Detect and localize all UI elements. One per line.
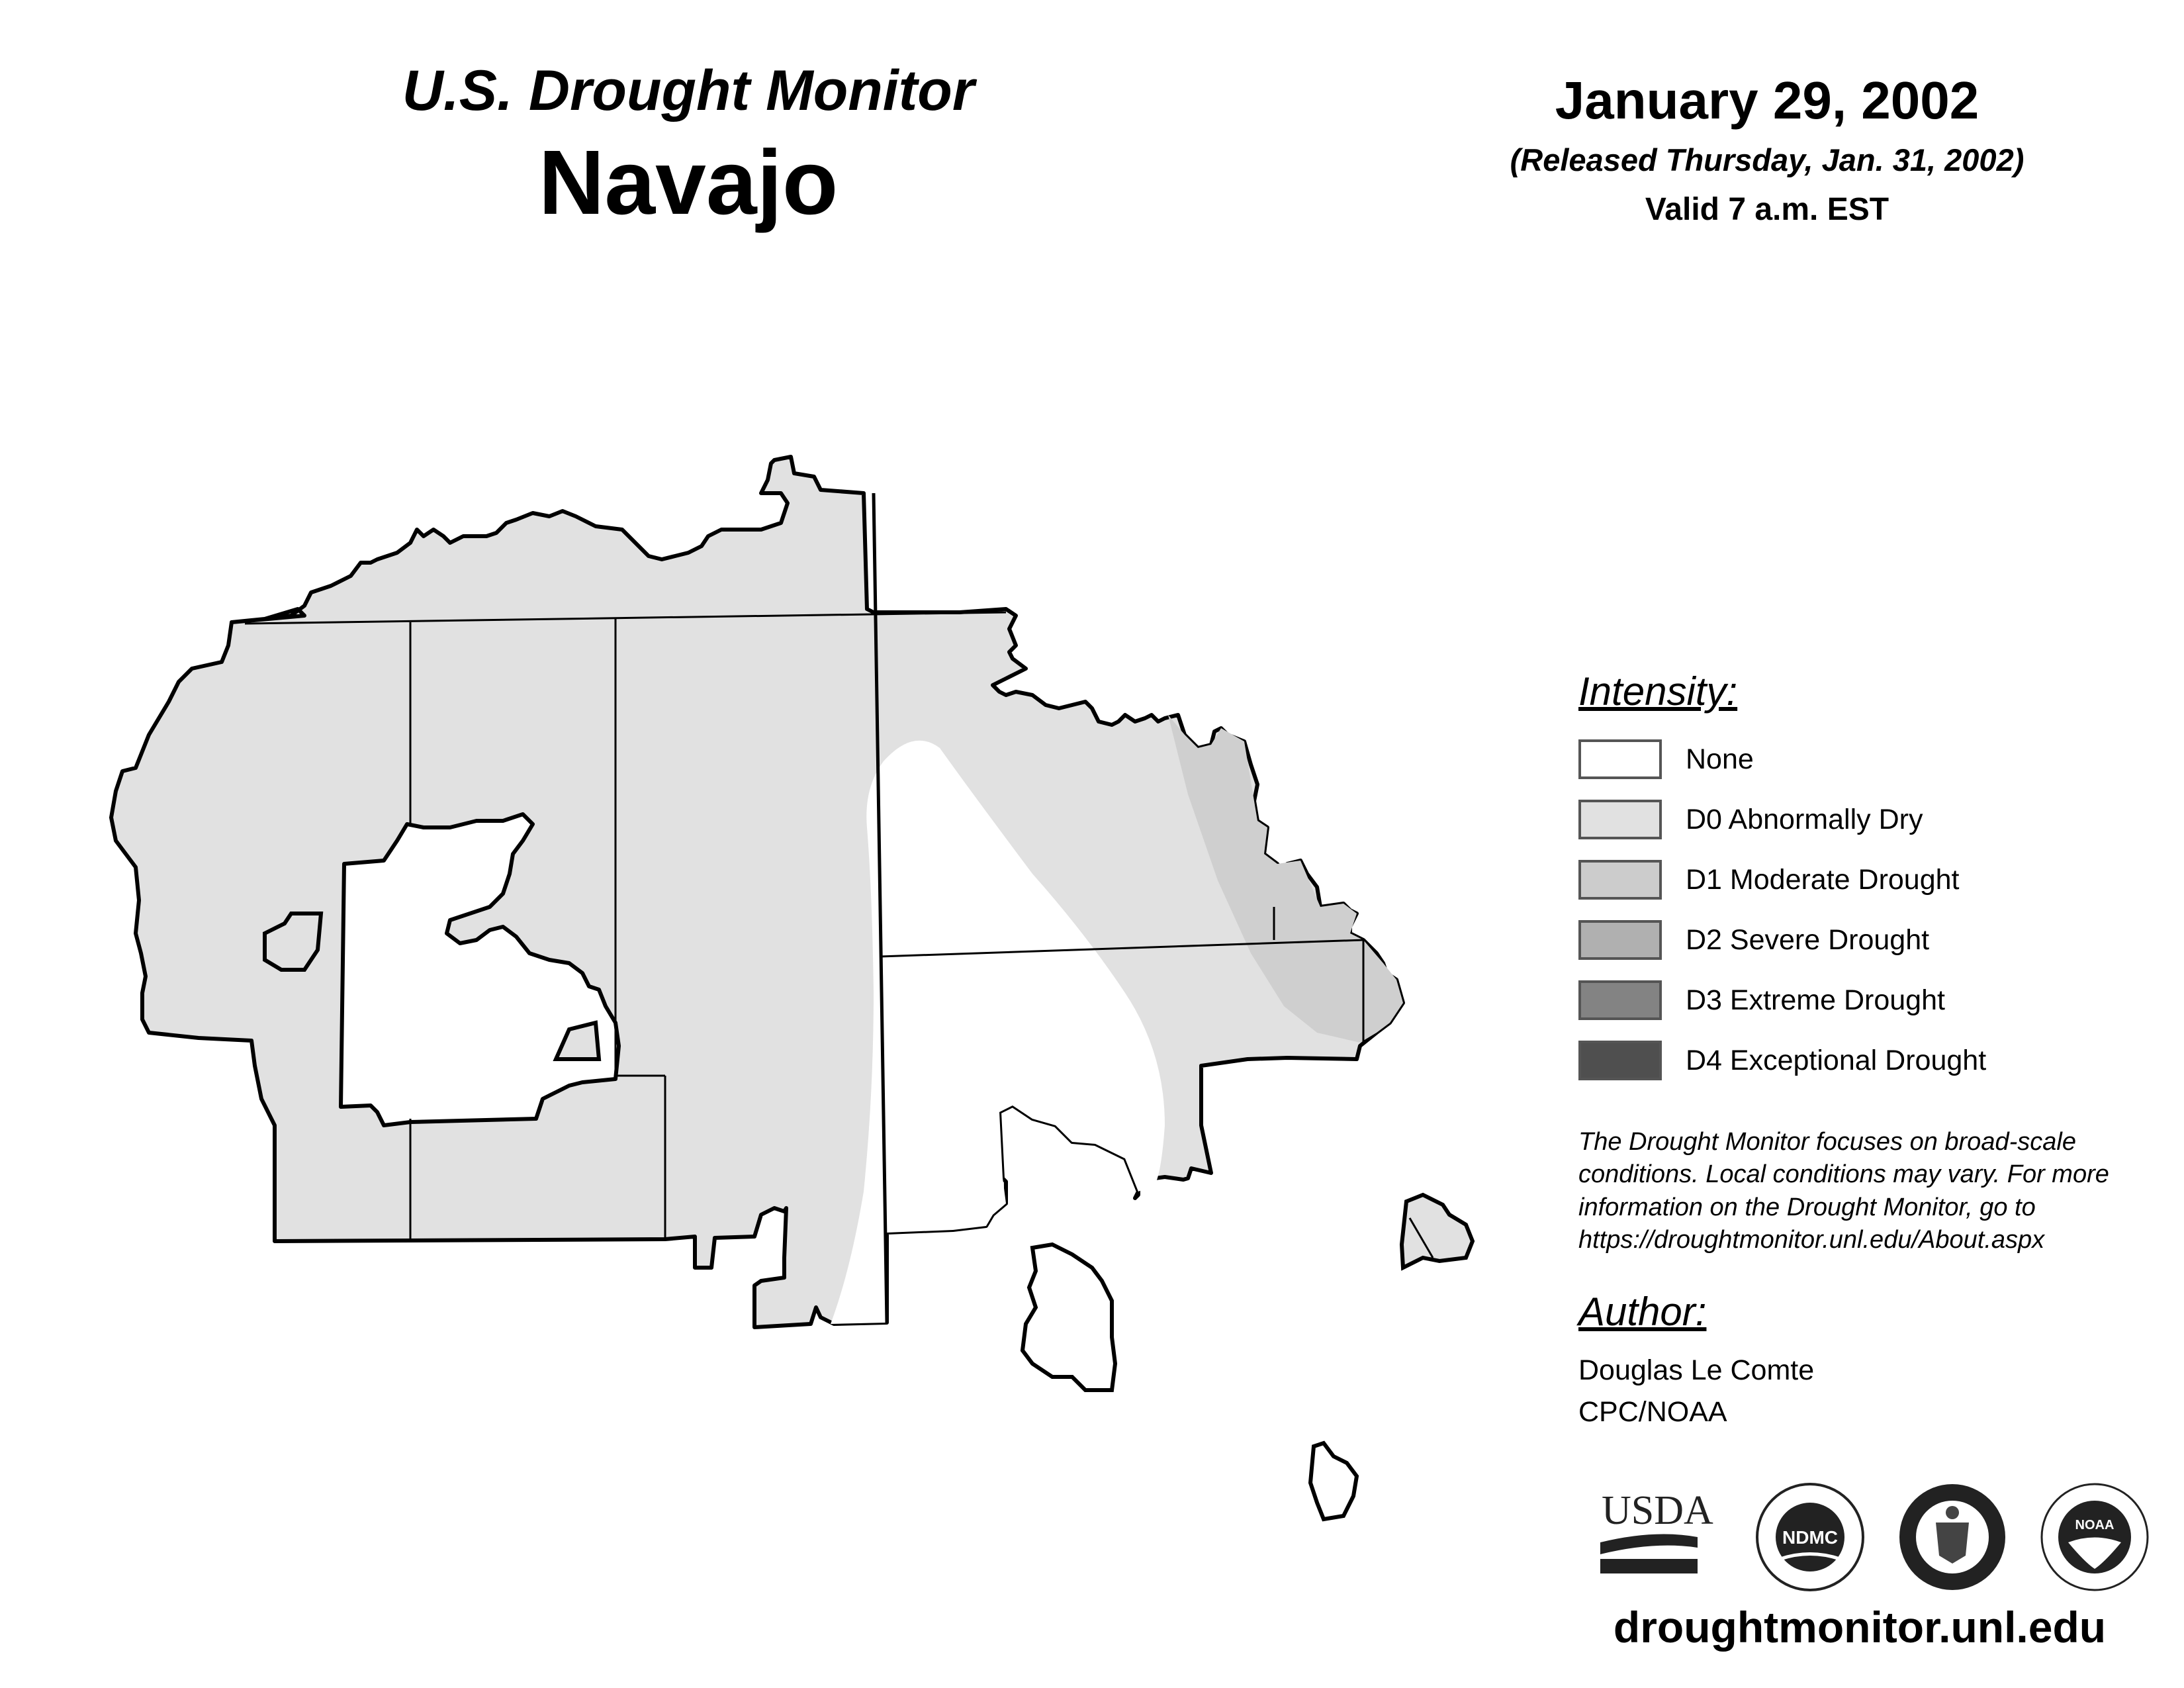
usda-logo (1600, 1488, 1713, 1573)
commerce-seal (1899, 1484, 2005, 1590)
legend-label: D1 Moderate Drought (1686, 864, 1960, 896)
legend-label: D0 Abnormally Dry (1686, 804, 1923, 835)
noaa-logo (2042, 1484, 2148, 1590)
legend-swatch (1578, 1041, 1662, 1080)
legend-swatch (1578, 980, 1662, 1020)
legend-item-d2 (1578, 920, 2161, 980)
reservation-main-area (111, 457, 1403, 1327)
legend-label: D2 Severe Drought (1686, 924, 1930, 956)
legend-label: D3 Extreme Drought (1686, 984, 1945, 1016)
usda-logo-text: USDA (1602, 1488, 1713, 1533)
map-date: January 29, 2002 (1555, 71, 1979, 130)
valid-time: Valid 7 a.m. EST (1645, 192, 1889, 227)
map-subtitle: U.S. Drought Monitor (402, 59, 975, 122)
ndmc-logo (1757, 1484, 1863, 1590)
legend-swatch (1578, 739, 1662, 779)
legend-swatch (1578, 920, 1662, 960)
legend-item-none (1578, 739, 2161, 800)
legend-title: Intensity: (1578, 669, 1738, 714)
legend-label: None (1686, 743, 1754, 775)
detached-area-5 (1310, 1443, 1357, 1519)
partner-logos (1582, 1476, 2164, 1595)
detached-area-3 (1402, 1195, 1473, 1268)
legend-item-d3 (1578, 980, 2161, 1041)
website-link[interactable]: droughtmonitor.unl.edu (1613, 1603, 2107, 1652)
author-name: Douglas Le Comte (1578, 1354, 1815, 1386)
legend-swatch (1578, 860, 1662, 900)
legend-label: D4 Exceptional Drought (1686, 1045, 1987, 1076)
release-date: (Released Thursday, Jan. 31, 2002) (1510, 142, 2025, 177)
detached-area-4 (1023, 1244, 1115, 1390)
ndmc-logo-text: NDMC (1782, 1527, 1838, 1548)
region-title: Navajo (538, 131, 839, 234)
legend-item-d1 (1578, 860, 2161, 920)
author-title: Author: (1578, 1289, 1707, 1334)
legend (1578, 669, 2161, 1429)
noaa-logo-text: NOAA (2075, 1518, 2115, 1532)
legend-item-d0 (1578, 800, 2161, 860)
legend-item-d4 (1578, 1041, 2161, 1101)
legend-swatch (1578, 800, 1662, 839)
author-org: CPC/NOAA (1578, 1395, 1727, 1428)
disclaimer-text: The Drought Monitor focuses on broad-scale conditions. Local conditions may vary. For more information on the Drought Monitor, go to https://droughtmonitor.unl.edu/About.aspx (1578, 1128, 2109, 1254)
